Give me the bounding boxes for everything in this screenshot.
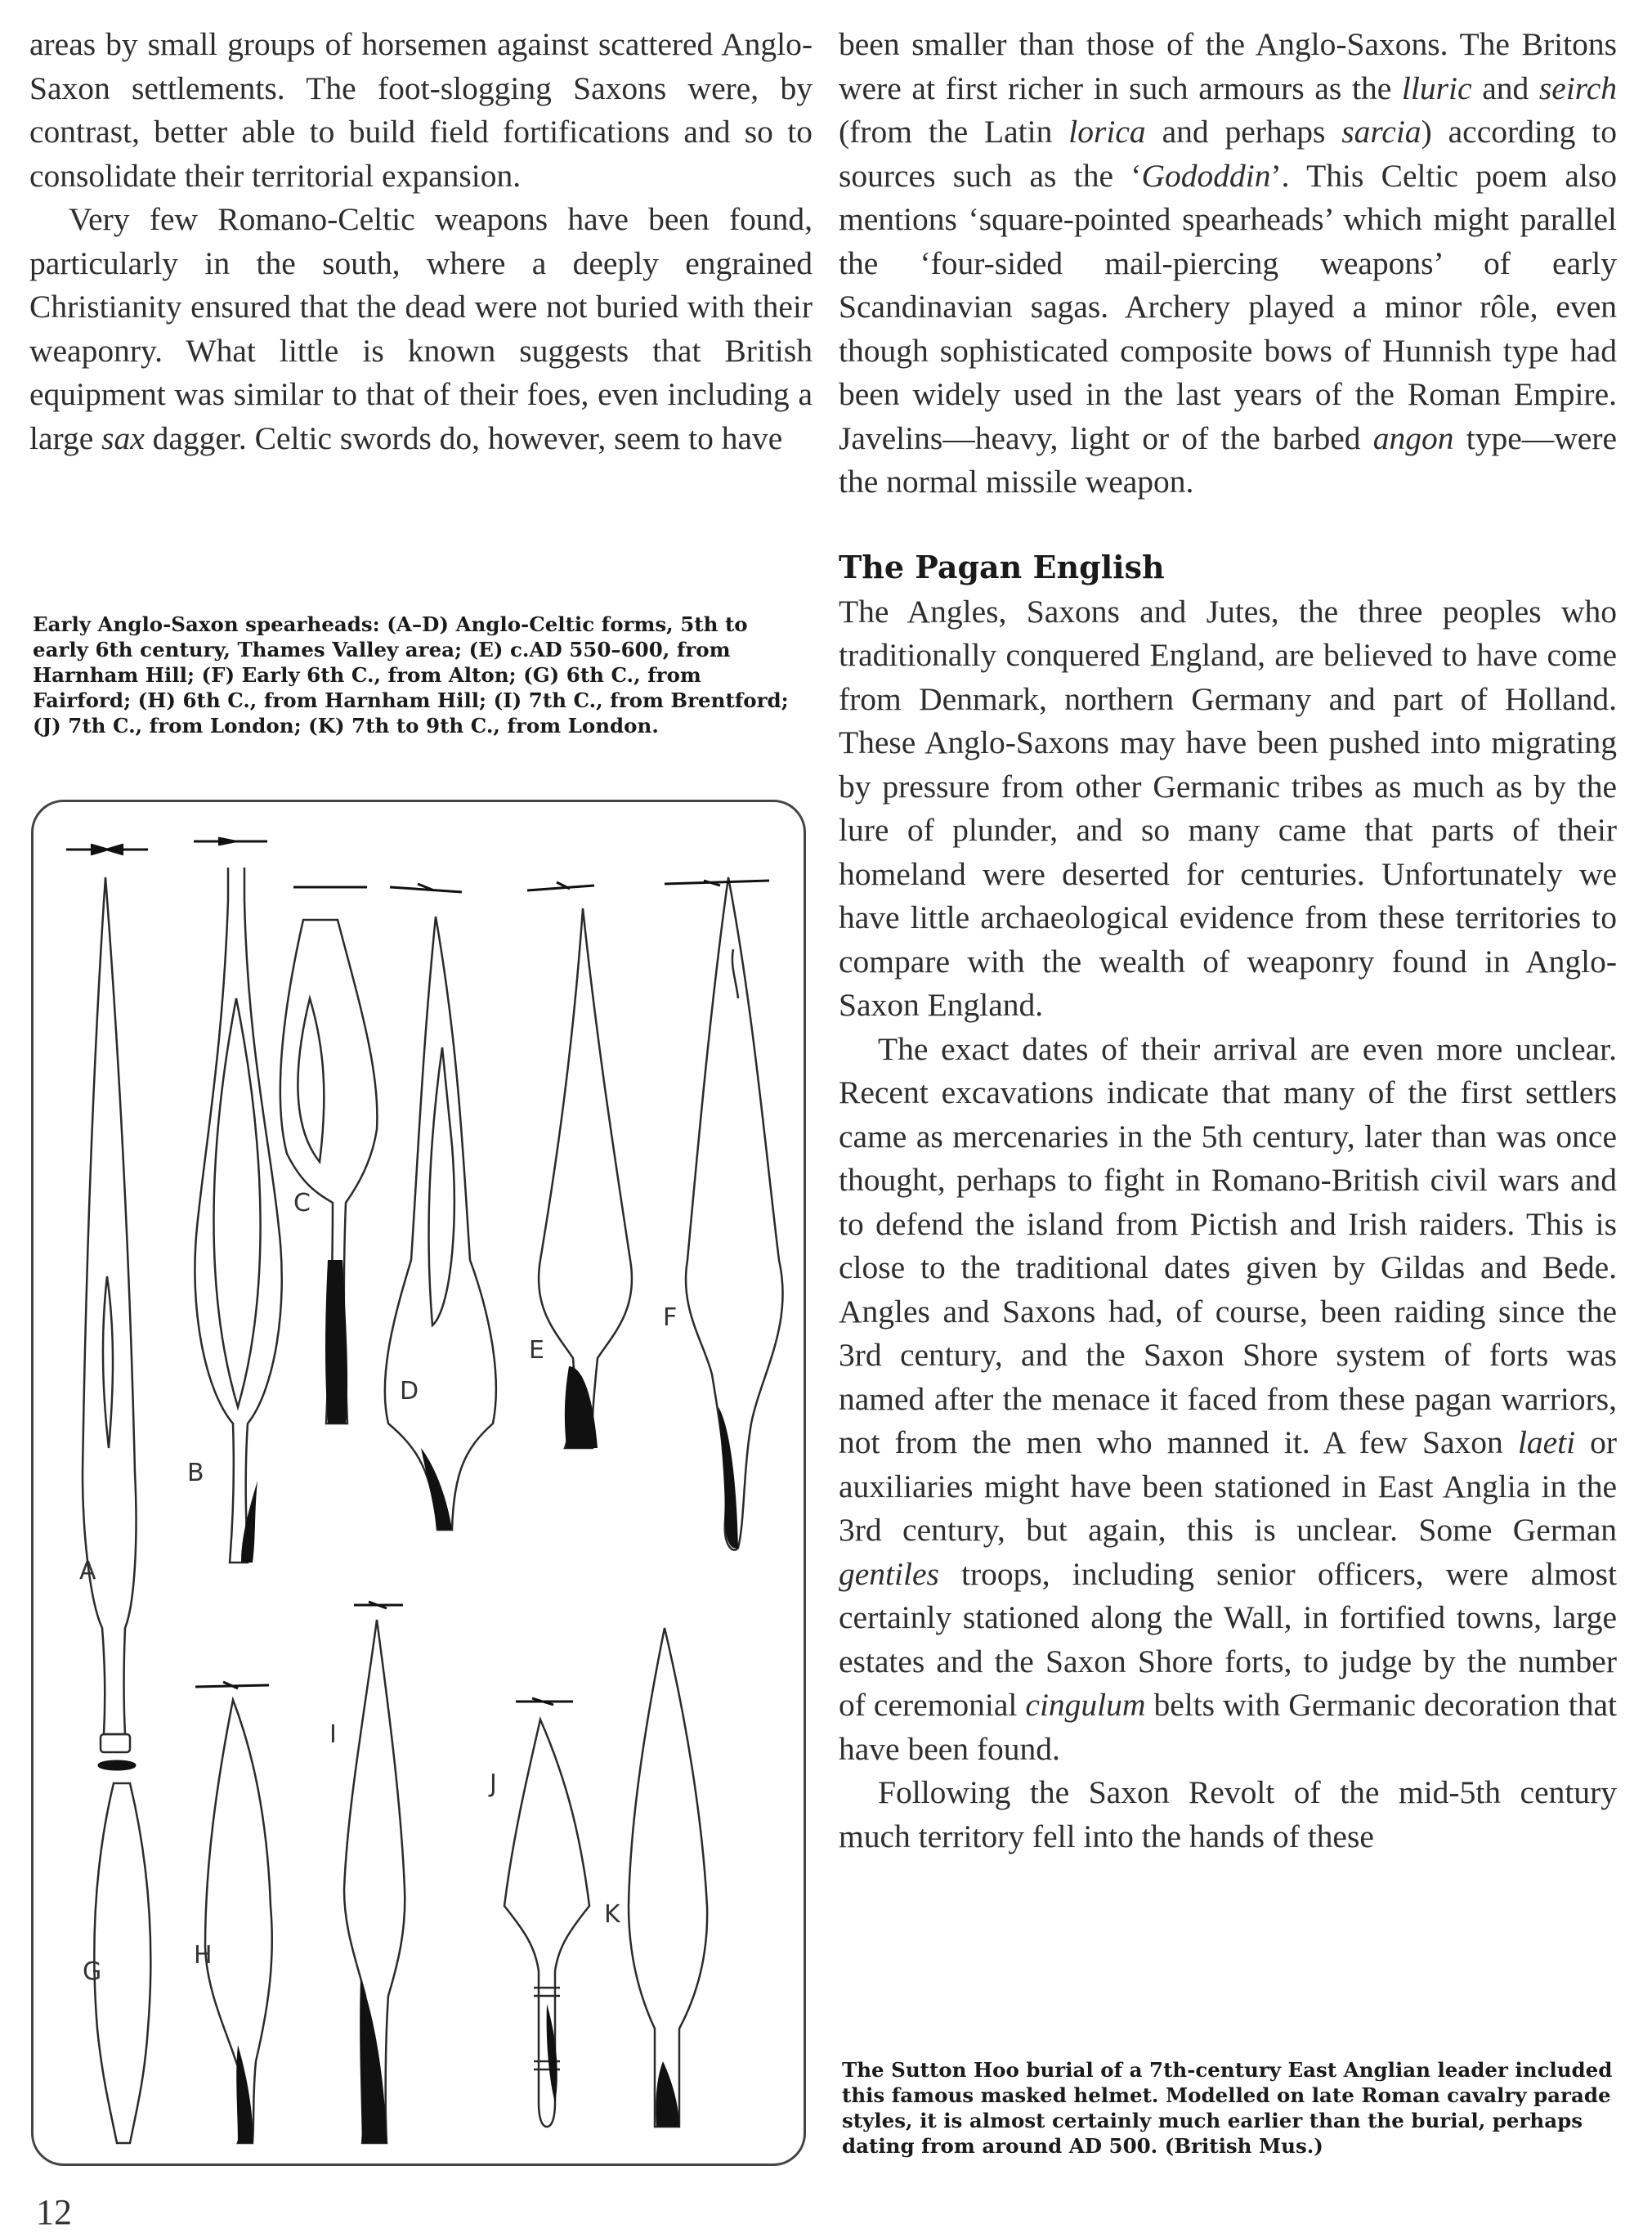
label-g: G xyxy=(83,1957,102,1986)
label-h: H xyxy=(194,1941,213,1970)
text-run: ’. This Celtic poem also mentions ‘square-pointed spearheads’ which might parallel the ‘four-sided mail-piercing weapons’ of early Scandinavian sagas. Archery played a minor rôle, even though sophisticated composite bows of Hunnish type had been widely used in the last years of the Roman Empire. Javelins—heavy, light or of the barbed xyxy=(839,157,1617,456)
spearhead-e xyxy=(539,908,632,1448)
spearhead-k xyxy=(629,1628,707,2127)
section-heading: The Pagan English xyxy=(839,548,1165,585)
left-paragraph-2 xyxy=(29,198,813,460)
spearhead-b xyxy=(195,868,281,1563)
text-run: ) according to sources such as the ‘ xyxy=(839,114,1617,194)
right-column xyxy=(839,23,1617,1859)
spearhead-j xyxy=(504,1720,589,2127)
text-run: been smaller than those of the Anglo-Saxons. The Britons were at first richer in such armours as the xyxy=(839,26,1617,106)
left-column xyxy=(29,23,813,460)
right-paragraph-4: Following the Saxon Revolt of the mid-5th century much territory fell into the hands of these xyxy=(839,1774,1617,1854)
italic-term: sax xyxy=(101,419,145,456)
italic-term: laeti xyxy=(1517,1424,1576,1460)
text-run: and perhaps xyxy=(1145,114,1342,150)
text-run: dagger. Celtic swords do, however, seem to have xyxy=(144,419,783,456)
italic-term: lorica xyxy=(1068,114,1146,150)
spearhead-g xyxy=(94,1783,150,2143)
left-paragraph-1: areas by small groups of horsemen against scattered Anglo-Saxon settlements. The foot-slogging Saxons were, by contrast, better able to build field fortifications and so to consolidate their territorial expansion. xyxy=(29,26,813,194)
page-number: 12 xyxy=(36,2192,72,2232)
italic-term: gentiles xyxy=(839,1555,939,1592)
right-paragraph-1 xyxy=(839,23,1617,504)
text-run: type—were the normal missile weapon. xyxy=(839,419,1618,500)
label-d: D xyxy=(400,1377,419,1406)
italic-term: Gododdin xyxy=(1141,157,1271,194)
figure-caption: Early Anglo-Saxon spearheads: (A–D) Anglo-Celtic forms, 5th to early 6th century, Thames Valley area; (E) c.AD 550–600, from Harnham Hill; (F) Early 6th C., from Alton; (G) 6th C., from Fairford; (H) 6th C., from Harnham Hill; (I) 7th C., from Brentford; (J) 7th C., from London; (K) 7th to 9th C., from London. xyxy=(33,612,789,738)
spearhead-a xyxy=(83,877,137,1734)
label-e: E xyxy=(529,1336,544,1365)
italic-term: seirch xyxy=(1538,70,1617,106)
label-i: I xyxy=(329,1720,337,1749)
spearheads-illustration xyxy=(34,802,804,2163)
italic-term: cingulum xyxy=(1025,1687,1146,1723)
text-run: The exact dates of their arrival are even more unclear. Recent excavations indicate that many of the first settlers came as mercenaries in the 5th century, later than was once thought, perhaps to fight in Romano-British civil wars and to defend the island from Pictish and Irish raiders. This is close to the traditional dates given by Gildas and Bede. Angles and Saxons had, of course, been raiding since the 3rd century, and the Saxon Shore system of forts was named after the menace it faced from these pagan warriors, not from the men who manned it. A few Saxon xyxy=(839,1030,1617,1460)
label-k: K xyxy=(604,1900,620,1929)
label-c: C xyxy=(293,1189,311,1217)
text-run: belts with Germanic decoration that have been found. xyxy=(839,1687,1618,1767)
label-a: A xyxy=(79,1557,96,1585)
text-run: troops, including senior officers, were almost certainly stationed along the Wall, in fortified towns, large estates and the Saxon Shore forts, to judge by the number of ceremonial xyxy=(839,1555,1617,1723)
text-run: or auxiliaries might have been stationed in East Anglia in the 3rd century, but again, this is unclear. Some German xyxy=(839,1424,1617,1548)
right-paragraph-3 xyxy=(839,1028,1617,1772)
italic-term: sarcia xyxy=(1341,114,1421,150)
text-run: (from the Latin xyxy=(839,114,1069,150)
label-j: J xyxy=(490,1769,497,1798)
label-b: B xyxy=(187,1459,204,1487)
italic-term: angon xyxy=(1372,419,1454,456)
right-paragraph-2: The Angles, Saxons and Jutes, the three peoples who traditionally conquered England, are believed to have come from Denmark, northern Germany and part of Holland. These Anglo-Saxons may have been pushed into migrating by pressure from other Germanic tribes as much as by the lure of plunder, and so many came that parts of their homeland were deserted for centuries. Unfortunately we have little archaeological evidence from these territories to compare with the wealth of weaponry found in Anglo-Saxon England. xyxy=(839,593,1617,1023)
label-f: F xyxy=(663,1303,678,1332)
text-run: and xyxy=(1471,70,1539,106)
italic-term: lluric xyxy=(1401,70,1472,106)
spearheads-figure xyxy=(31,800,806,2166)
text-run: Very few Romano-Celtic weapons have been found, particularly in the south, where a deeply engrained Christianity ensured that the dead were not buried with their weaponry. What little is known suggests that British equipment was similar to that of their foes, even including a large xyxy=(29,201,813,456)
spearhead-d xyxy=(385,917,496,1530)
photo-caption: The Sutton Hoo burial of a 7th-century East Anglian leader included this famous masked helmet. Modelled on late Roman cavalry parade styles, it is almost certainly much earlier than the burial, perhaps dating from around AD 500. (British Mus.) xyxy=(842,2058,1613,2158)
